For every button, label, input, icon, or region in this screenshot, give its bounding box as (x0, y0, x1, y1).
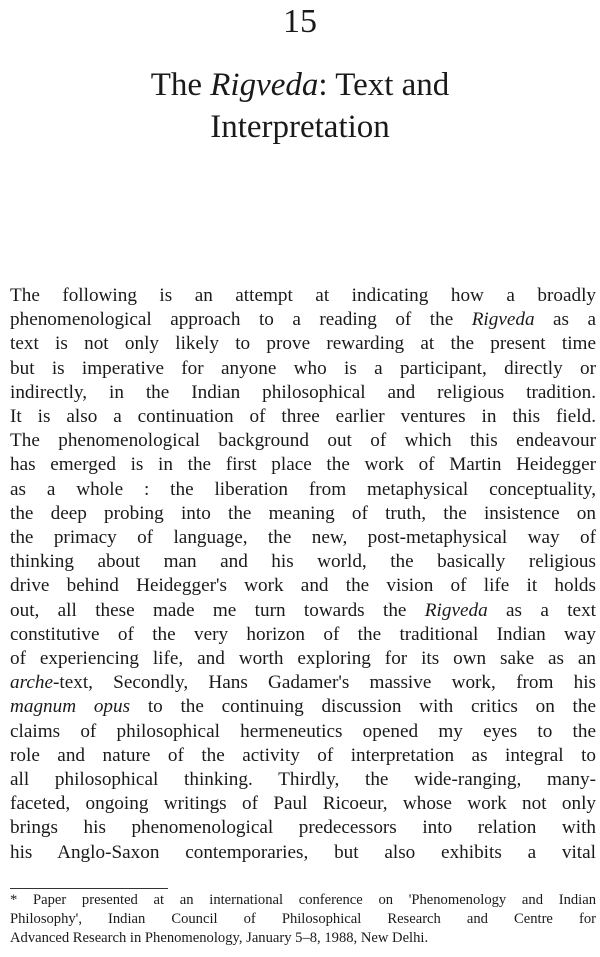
body-line: The following is an attempt at indicating how a broadly (10, 285, 596, 306)
body-italic-term: arche (10, 672, 53, 694)
chapter-number: 15 (283, 3, 317, 40)
chapter-title-line-2: Interpretation (210, 109, 390, 145)
body-line (10, 599, 596, 623)
body-line: text is not only likely to prove rewarding at the present time (10, 333, 596, 355)
body-line: faceted, ongoing writings of Paul Ricoeur, whose work not only (10, 793, 596, 815)
body-line-text: to the continuing discussion with critics on the (130, 696, 596, 718)
body-line: It is also a continuation of three earlier ventures in this field. (10, 406, 596, 428)
body-italic-term: Rigveda (471, 309, 535, 331)
chapter-title-italic: Rigveda (210, 67, 319, 103)
body-line: has emerged is in the first place the work of Martin Heidegger (10, 454, 596, 476)
footnote (10, 891, 596, 948)
body-line: The phenomenological background out of which this endeavour (10, 430, 596, 452)
body-line: claims of philosophical hermeneutics opened my eyes to the (10, 720, 596, 742)
body-italic-term: magnum opus (10, 696, 131, 718)
footnote-line: Advanced Research in Phenomenology, January 5–8, 1988, New Delhi. (10, 930, 429, 946)
body-line: as a whole : the liberation from metaphysical conceptuality, (10, 478, 596, 500)
body-line-text: as a text (487, 599, 596, 621)
body-line: thinking about man and his world, the basically religious (10, 551, 596, 573)
body-line-text: -text, Secondly, Hans Gadamer's massive work, from his (52, 672, 596, 694)
chapter-title-line-1 (0, 64, 600, 106)
body-line: drive behind Heidegger's work and the vision of life it holds (10, 575, 596, 597)
body-line (10, 671, 596, 695)
chapter-title-rest: : Text and (318, 67, 450, 103)
body-line: the deep probing into the meaning of truth, the insistence on (10, 502, 596, 524)
chapter-title (0, 64, 600, 148)
body-paragraph (10, 284, 596, 865)
body-italic-term: Rigveda (424, 599, 488, 621)
body-line (10, 308, 596, 332)
body-line: all philosophical thinking. Thirdly, the wide-ranging, many- (10, 769, 596, 791)
body-line-text: phenomenological approach to a reading of the (10, 309, 472, 331)
body-line-text: out, all these made me turn towards the (10, 599, 425, 621)
chapter-title-prefix: The (150, 67, 211, 103)
body-line-text: as a (534, 309, 597, 331)
body-line (10, 695, 596, 719)
body-line: brings his phenomenological predecessors into relation with (10, 817, 596, 839)
footnote-line: * Paper presented at an international conference on 'Phenomenology and Indian (10, 892, 596, 908)
body-line: the primacy of language, the new, post-metaphysical way of (10, 527, 596, 549)
body-line: constitutive of the very horizon of the traditional Indian way (10, 623, 596, 645)
body-line: his Anglo-Saxon contemporaries, but also exhibits a vital (10, 841, 596, 863)
body-line: role and nature of the activity of interpretation as integral to (10, 744, 596, 766)
footnote-divider (10, 888, 168, 889)
body-line: but is imperative for anyone who is a participant, directly or (10, 357, 596, 379)
body-line: indirectly, in the Indian philosophical and religious tradition. (10, 381, 596, 403)
body-line: of experiencing life, and worth exploring for its own sake as an (10, 648, 596, 670)
footnote-line: Philosophy', Indian Council of Philosophical Research and Centre for (10, 911, 596, 927)
